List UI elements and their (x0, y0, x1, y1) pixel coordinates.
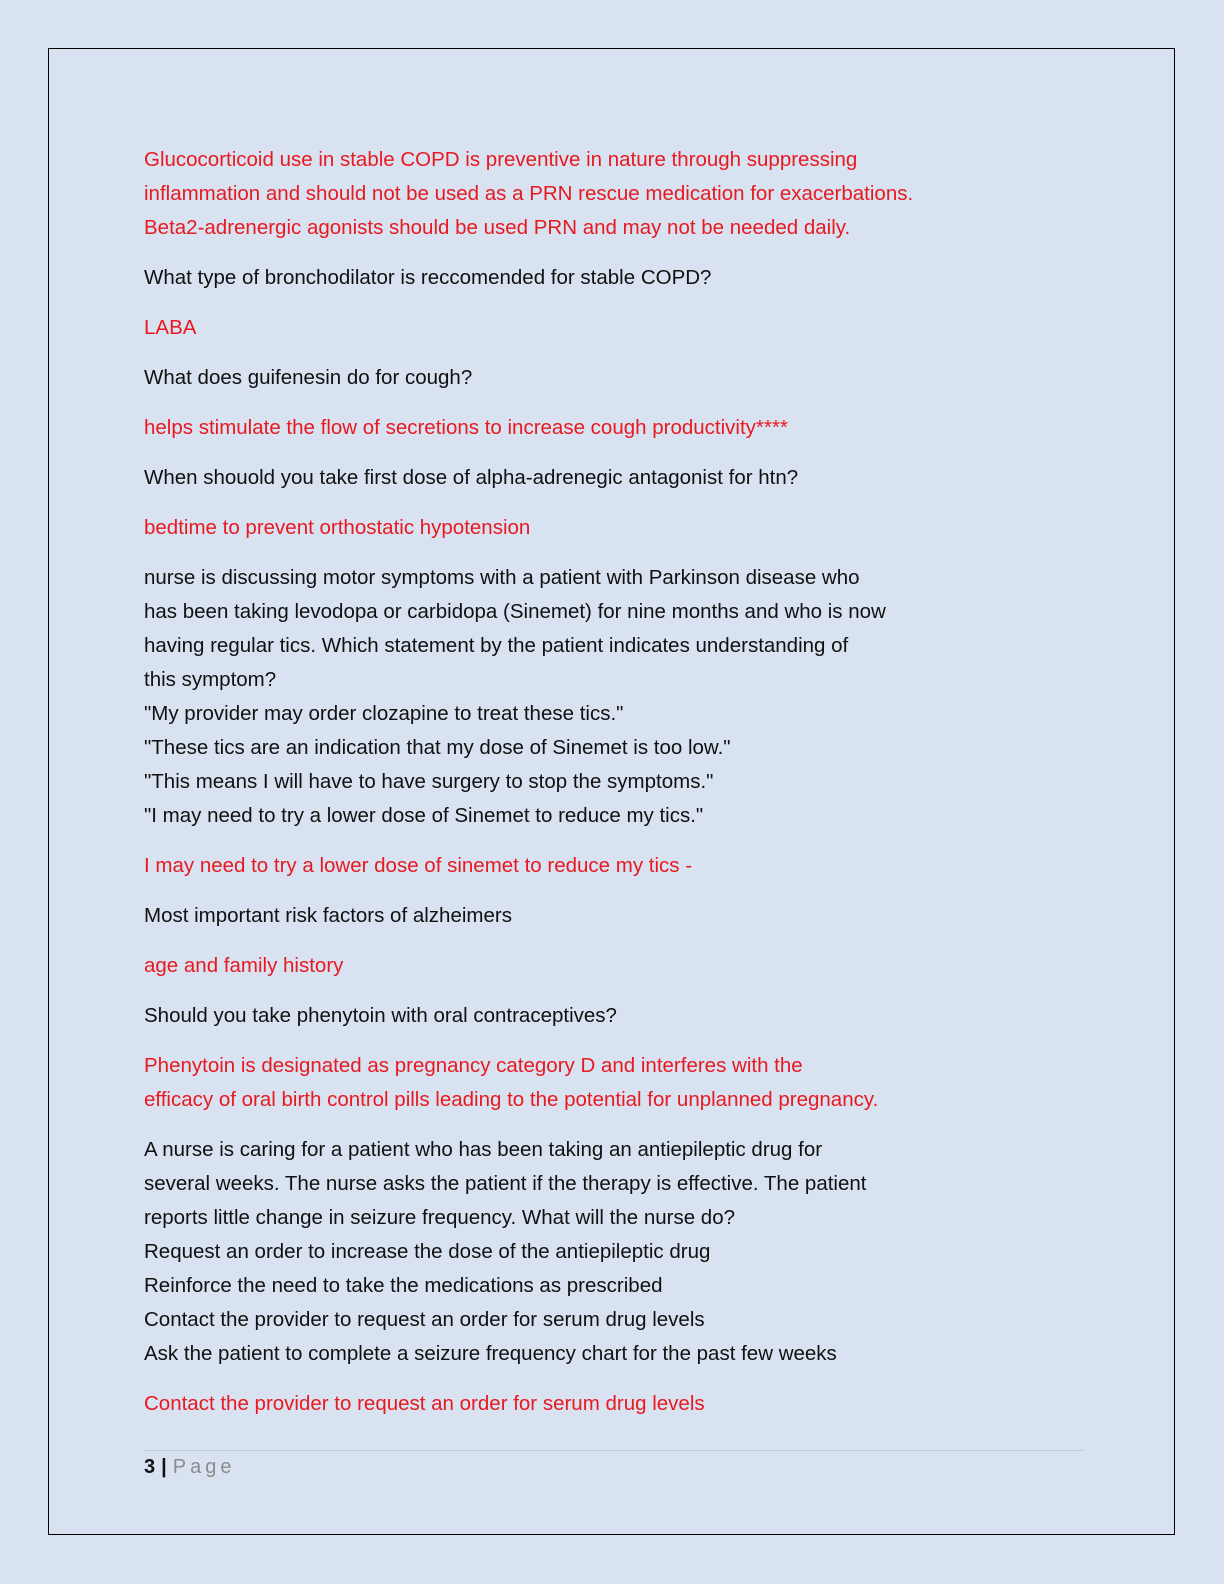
text-line: this symptom? (144, 668, 277, 691)
text-line: Reinforce the need to take the medications as prescribed (144, 1274, 663, 1297)
text-line: I may need to try a lower dose of sinemet to reduce my tics - (144, 854, 693, 877)
question-paragraph (144, 461, 1084, 495)
text-line: having regular tics. Which statement by the patient indicates understanding of (144, 634, 849, 657)
footer-divider (144, 1450, 1084, 1451)
question-paragraph (144, 899, 1084, 933)
page-footer (144, 1452, 235, 1482)
answer-paragraph (144, 511, 1084, 545)
answer-paragraph (144, 143, 1084, 245)
answer-paragraph (144, 411, 1084, 445)
question-paragraph (144, 361, 1084, 395)
text-line: Glucocorticoid use in stable COPD is preventive in nature through suppressing (144, 148, 858, 171)
text-line: Most important risk factors of alzheimers (144, 904, 512, 927)
text-line: "These tics are an indication that my dose of Sinemet is too low." (144, 736, 731, 759)
page-number: 3 (144, 1456, 156, 1478)
answer-paragraph (144, 849, 1084, 883)
text-line: bedtime to prevent orthostatic hypotension (144, 516, 531, 539)
text-line: Contact the provider to request an order for serum drug levels (144, 1308, 705, 1331)
footer-separator: | (161, 1456, 167, 1478)
text-line: age and family history (144, 954, 344, 977)
answer-paragraph (144, 1387, 1084, 1421)
text-line: What type of bronchodilator is reccomended for stable COPD? (144, 266, 712, 289)
question-paragraph (144, 1133, 1084, 1371)
answer-paragraph (144, 311, 1084, 345)
document-body (144, 143, 1084, 1437)
text-line: helps stimulate the flow of secretions to increase cough productivity**** (144, 416, 788, 439)
question-paragraph (144, 999, 1084, 1033)
text-line: When shouold you take first dose of alpha-adrenegic antagonist for htn? (144, 466, 799, 489)
text-line: Phenytoin is designated as pregnancy category D and interferes with the (144, 1054, 803, 1077)
page-label: Page (172, 1456, 236, 1478)
text-line: reports little change in seizure frequency. What will the nurse do? (144, 1206, 736, 1229)
text-line: Contact the provider to request an order for serum drug levels (144, 1392, 705, 1415)
answer-paragraph (144, 949, 1084, 983)
text-line: "My provider may order clozapine to treat these tics." (144, 702, 624, 725)
text-line: nurse is discussing motor symptoms with a patient with Parkinson disease who (144, 566, 860, 589)
text-line: has been taking levodopa or carbidopa (Sinemet) for nine months and who is now (144, 600, 886, 623)
text-line: Ask the patient to complete a seizure frequency chart for the past few weeks (144, 1342, 837, 1365)
text-line: Should you take phenytoin with oral contraceptives? (144, 1004, 617, 1027)
text-line: inflammation and should not be used as a PRN rescue medication for exacerbations. (144, 182, 914, 205)
text-line: A nurse is caring for a patient who has been taking an antiepileptic drug for (144, 1138, 823, 1161)
text-line: several weeks. The nurse asks the patient if the therapy is effective. The patient (144, 1172, 867, 1195)
text-line: "This means I will have to have surgery to stop the symptoms." (144, 770, 714, 793)
answer-paragraph (144, 1049, 1084, 1117)
text-line: Request an order to increase the dose of the antiepileptic drug (144, 1240, 711, 1263)
text-line: "I may need to try a lower dose of Sinemet to reduce my tics." (144, 804, 704, 827)
text-line: efficacy of oral birth control pills leading to the potential for unplanned pregnancy. (144, 1088, 879, 1111)
question-paragraph (144, 261, 1084, 295)
question-paragraph (144, 561, 1084, 833)
text-line: LABA (144, 316, 197, 339)
text-line: What does guifenesin do for cough? (144, 366, 473, 389)
text-line: Beta2-adrenergic agonists should be used PRN and may not be needed daily. (144, 216, 851, 239)
